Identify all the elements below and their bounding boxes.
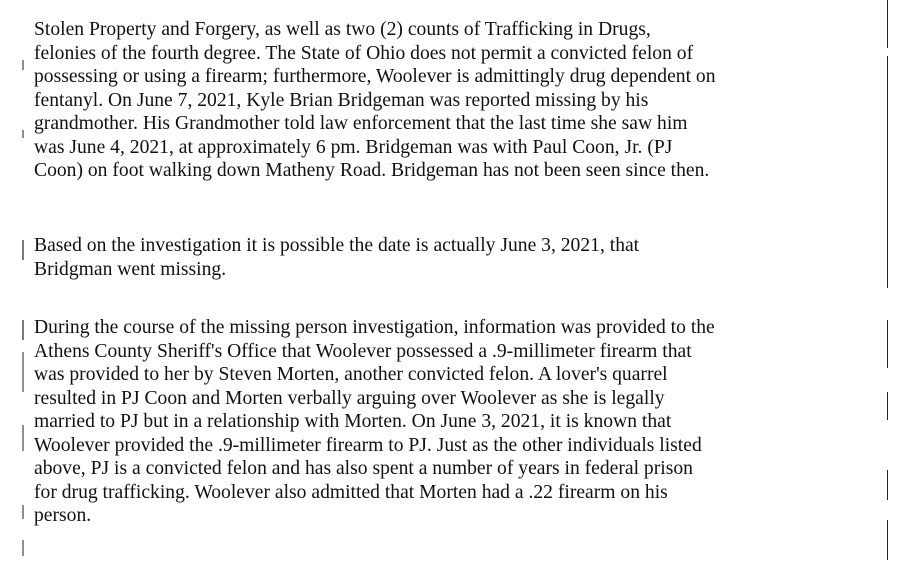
- right-scan-mark: [887, 56, 888, 288]
- paragraph-3: [34, 316, 884, 528]
- right-scan-mark: [887, 392, 888, 420]
- paragraph-1: [34, 18, 884, 183]
- right-scan-mark: [887, 520, 888, 560]
- text-line: Based on the investigation it is possible the date is actually June 3, 2021, that: [34, 235, 640, 256]
- left-scan-mark: [22, 240, 24, 260]
- text-line: Woolever provided the .9-millimeter firearm to PJ. Just as the other individuals listed: [34, 434, 702, 456]
- text-line: grandmother. His Grandmother told law enforcement that the last time she saw him: [34, 113, 688, 134]
- right-scan-mark: [887, 470, 888, 500]
- text-line: for drug trafficking. Woolever also admitted that Morten had a .22 firearm on his: [34, 481, 668, 503]
- text-line: Athens County Sheriff's Office that Woolever possessed a .9-millimeter firearm that: [34, 340, 692, 362]
- text-line: felonies of the fourth degree. The State of Ohio does not permit a convicted felon of: [34, 42, 694, 64]
- text-line: possessing or using a firearm; furthermore, Woolever is admittingly drug dependent on: [34, 66, 716, 87]
- text-line: Bridgman went missing.: [34, 258, 227, 280]
- paragraph-2: [34, 234, 884, 281]
- left-scan-mark: [22, 320, 24, 340]
- text-line: was June 4, 2021, at approximately 6 pm. Bridgeman was with Paul Coon, Jr. (PJ: [34, 136, 673, 158]
- text-line: During the course of the missing person investigation, information was provided to the: [34, 317, 715, 338]
- text-line: person.: [34, 505, 92, 526]
- right-scan-mark: [887, 0, 888, 48]
- left-scan-mark: [22, 130, 24, 138]
- left-scan-mark: [22, 60, 24, 70]
- text-line: was provided to her by Steven Morten, another convicted felon. A lover's quarrel: [34, 364, 668, 385]
- left-scan-mark: [22, 425, 24, 451]
- left-scan-mark: [22, 352, 24, 392]
- text-line: Stolen Property and Forgery, as well as two (2) counts of Trafficking in Drugs,: [34, 19, 651, 40]
- left-scan-mark: [22, 505, 24, 519]
- right-scan-mark: [887, 320, 888, 368]
- text-line: resulted in PJ Coon and Morten verbally arguing over Woolever as she is legally: [34, 387, 665, 409]
- left-scan-mark: [22, 540, 24, 556]
- text-line: married to PJ but in a relationship with Morten. On June 3, 2021, it is known that: [34, 411, 672, 432]
- text-line: above, PJ is a convicted felon and has also spent a number of years in federal prison: [34, 458, 693, 479]
- text-line: Coon) on foot walking down Matheny Road. Bridgeman has not been seen since then.: [34, 160, 710, 181]
- text-line: fentanyl. On June 7, 2021, Kyle Brian Bridgeman was reported missing by his: [34, 89, 649, 111]
